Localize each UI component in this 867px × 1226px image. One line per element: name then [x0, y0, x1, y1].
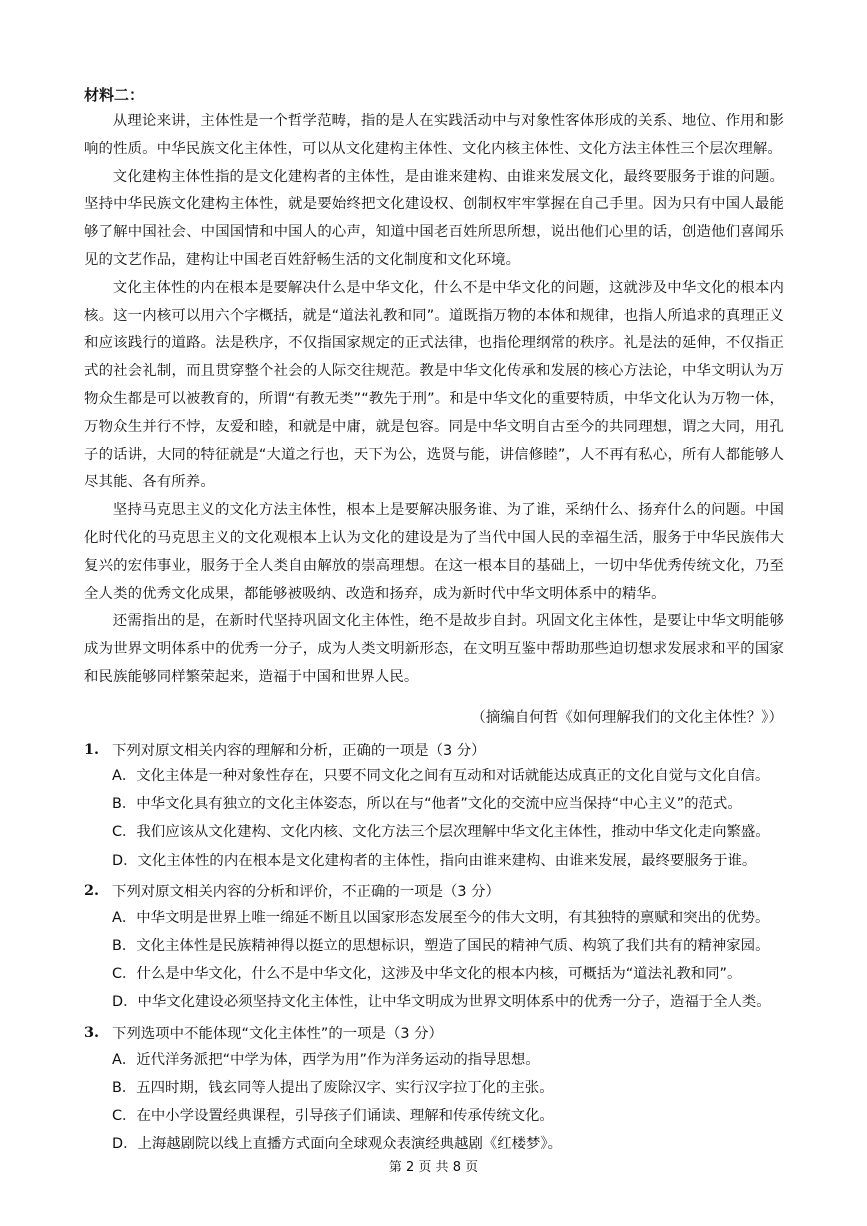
question-stem — [84, 736, 784, 762]
option-d: D．上海越剧院以线上直播方式面向全球观众表演经典越剧《红楼梦》。 — [112, 1136, 562, 1153]
question-2 — [84, 878, 784, 1017]
question-list — [84, 736, 784, 1158]
question-text: 下列对原文相关内容的理解和分析，正确的一项是（3 分） — [112, 742, 486, 759]
page-number-footer: 第 2 页 共 8 页 — [388, 1160, 479, 1175]
option-d: D．中华文化建设必须坚持文化主体性，让中华文明成为世界文明体系中的优秀一分子，造福于全人类。 — [112, 994, 771, 1011]
option-c: C．在中小学设置经典课程，引导孩子们诵读、理解和传承传统文化。 — [112, 1107, 554, 1124]
passage — [84, 108, 784, 692]
source-citation: （摘编自何哲《如何理解我们的文化主体性？》） — [471, 710, 783, 726]
passage-paragraph: 从理论来讲，主体性是一个哲学范畴，指的是人在实践活动中与对象性客体形成的关系、地位、作用和影响的性质。中华民族文化主体性，可以从文化建构主体性、文化内核主体性、文化方法主体性三个层次理解。 — [84, 113, 784, 157]
option-a: A．中华文明是世界上唯一绵延不断且以国家形态发展至今的伟大文明，有其独特的禀赋和突出的优势。 — [112, 909, 770, 926]
option-c: C．我们应该从文化建构、文化内核、文化方法三个层次理解中华文化主体性，推动中华文化走向繁盛。 — [112, 824, 770, 841]
option-b: B．五四时期，钱玄同等人提出了废除汉字、实行汉字拉丁化的主张。 — [112, 1079, 554, 1096]
option-d: D．文化主体性的内在根本是文化建构者的主体性，指向由谁来建构、由谁来发展，最终要服务于谁。 — [112, 852, 757, 869]
question-stem — [84, 878, 784, 904]
option-a: A．文化主体是一种对象性存在，只要不同文化之间有互动和对话就能达成真正的文化自觉与文化自信。 — [112, 768, 770, 784]
question-text: 下列选项中不能体现“文化主体性”的一项是（3 分） — [112, 1026, 443, 1042]
question-text: 下列对原文相关内容的分析和评价，不正确的一项是（3 分） — [112, 884, 500, 901]
option-b: B．文化主体性是民族精神得以挺立的思想标识，塑造了国民的精神气质、构筑了我们共有的精神家园。 — [112, 937, 770, 954]
passage-paragraph: 坚持马克思主义的文化方法主体性，根本上是要解决服务谁、为了谁，采纳什么、扬弃什么的问题。中国化时代化的马克思主义的文化观根本上认为文化的建设是为了当代中国人民的幸福生活，服务于中华民族伟大复兴的宏伟事业，服务于全人类自由解放的崇高理想。在这一根本目的基础上，一切中华优秀传统文化，乃至全人类的优秀文化成果，都能够被吸纳、改造和扬弃，成为新时代中华文明体系中的精华。 — [84, 502, 784, 602]
question-stem — [84, 1020, 784, 1046]
question-number: 1. — [84, 740, 100, 758]
question-1 — [84, 736, 784, 875]
question-number: 3. — [84, 1024, 100, 1041]
option-b: B．中华文化具有独立的文化主体姿态，所以在与“他者”文化的交流中应当保持“中心主义”的范式。 — [112, 796, 742, 813]
passage-paragraph: 文化主体性的内在根本是要解决什么是中华文化，什么不是中华文化的问题，这就涉及中华文化的根本内核。这一内核可以用六个字概括，就是“道法礼教和同”。道既指万物的本体和规律，也指人所追求的真理正义和应该践行的道路。法是秩序，不仅指国家规定的正式法律，也指伦理纲常的秩序。礼是法的延伸，不仅指正式的社会礼制，而且贯穿整个社会的人际交往规范。教是中华文化传承和发展的核心方法论，中华文明认为万物众生都是可以被教育的，所谓“有教无类”“教先于刑”。和是中华文化的重要特质，中华文化认为万物一体，万物众生并行不悖，友爱和睦，和就是中庸，就是包容。同是中华文明自古至今的共同理想，谓之大同，用孔子的话讲，大同的特征就是“大道之行也，天下为公，选贤与能，讲信修睦”，人不再有私心，所有人都能够人尽其能、各有所养。 — [84, 279, 784, 491]
passage-paragraph: 还需指出的是，在新时代坚持巩固文化主体性，绝不是故步自封。巩固文化主体性，是要让中华文明能够成为世界文明体系中的优秀一分子，成为人类文明新形态，在文明互鉴中帮助那些迫切想求发展求和平的国家和民族能够同样繁荣起来，造福于中国和世界人民。 — [84, 613, 784, 685]
option-a: A．近代洋务派把“中学为体，西学为用”作为洋务运动的指导思想。 — [112, 1051, 540, 1068]
material-heading: 材料二： — [84, 86, 145, 104]
passage-paragraph: 文化建构主体性指的是文化建构者的主体性，是由谁来建构、由谁来发展文化，最终要服务于谁的问题。坚持中华民族文化建构主体性，就是要始终把文化建设权、创制权牢牢掌握在自己手里。因为只有中国人最能够了解中国社会、中国国情和中国人的心声，知道中国老百姓所思所想，说出他们心里的话，创造他们喜闻乐见的文艺作品，建构让中国老百姓舒畅生活的文化制度和文化环境。 — [84, 168, 784, 268]
question-number: 2. — [84, 882, 100, 900]
option-c: C．什么是中华文化，什么不是中华文化，这涉及中华文化的根本内核，可概括为“道法礼教和同”。 — [112, 966, 742, 983]
question-3 — [84, 1020, 784, 1159]
